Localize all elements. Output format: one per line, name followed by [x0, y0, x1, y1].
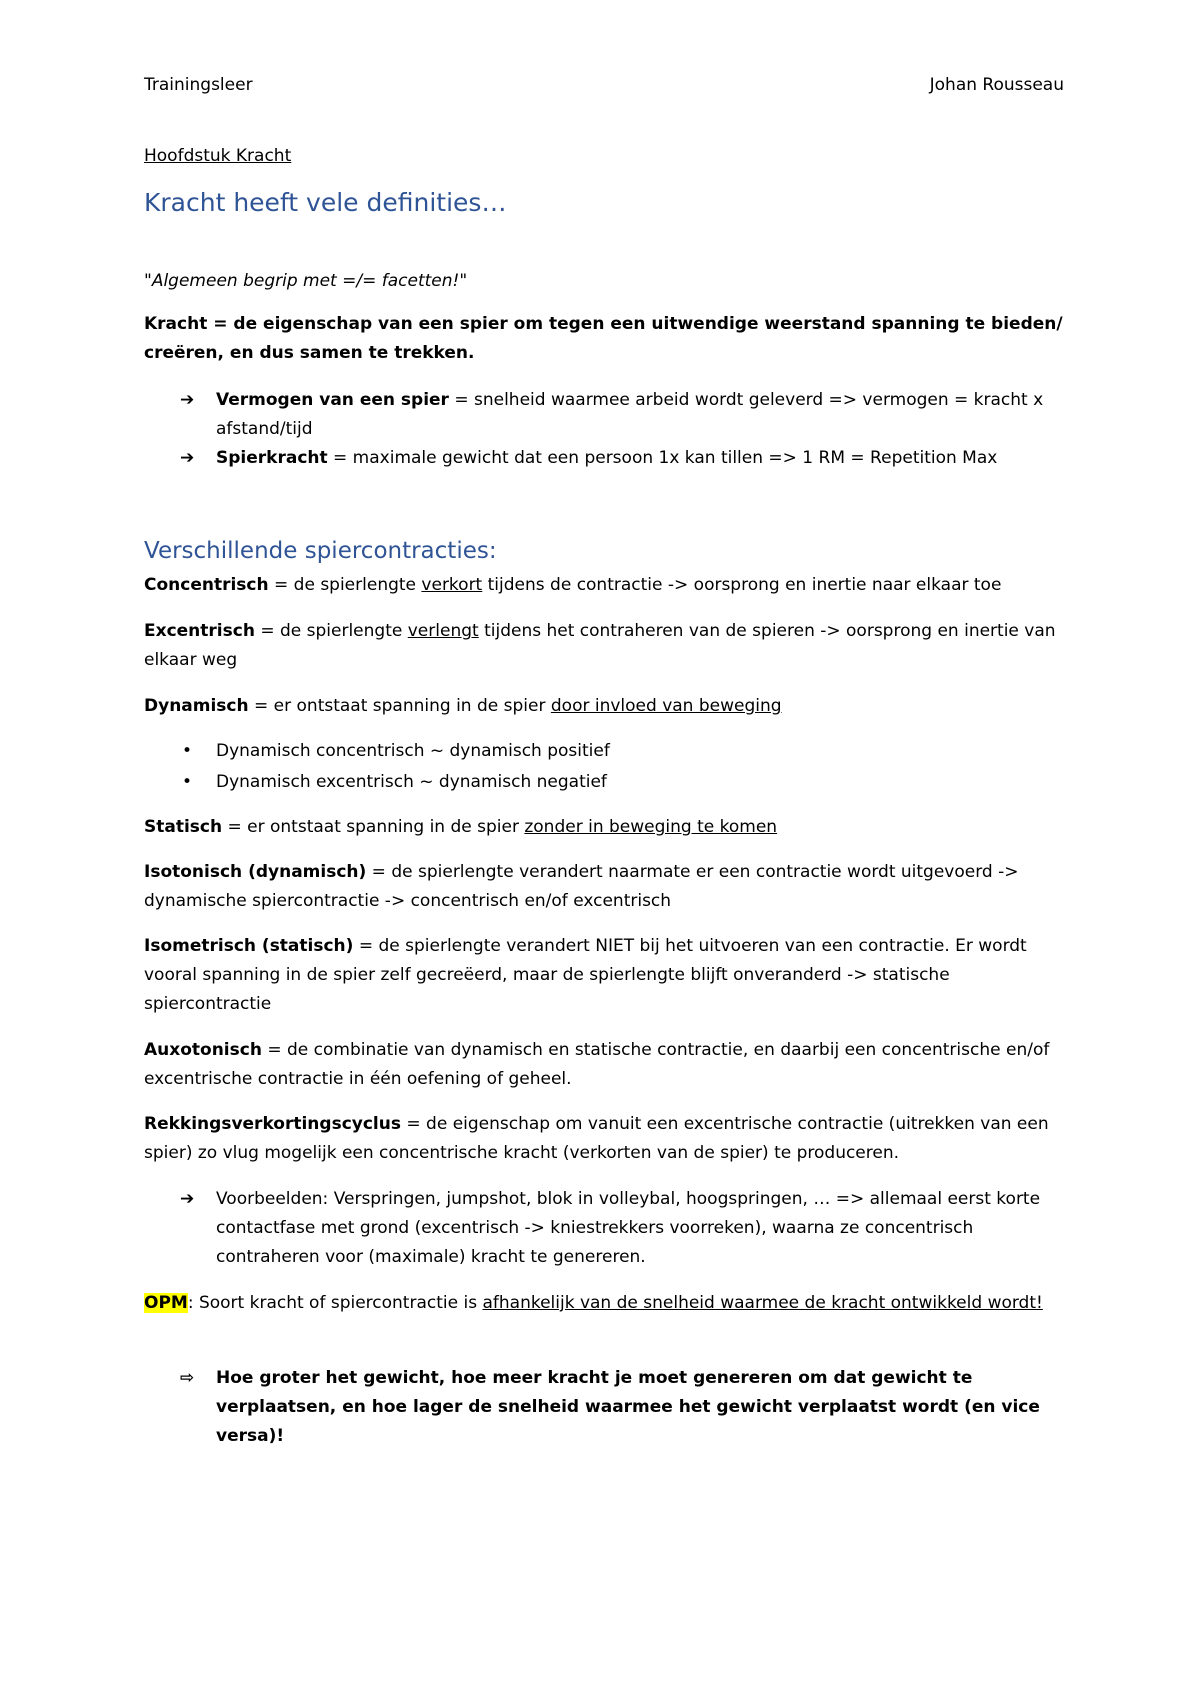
term: Dynamisch: [144, 696, 249, 716]
bullet-icon: •: [182, 772, 193, 792]
term: Statisch: [144, 817, 223, 837]
term: Vermogen van een spier: [216, 390, 449, 410]
description: = maximale gewicht dat een persoon 1x kan tillen => 1 RM = Repetition Max: [327, 448, 998, 468]
paragraph-excentrisch: [144, 617, 1064, 675]
text: = de spierlengte verandert naarmate er een contractie wordt uitgevoerd -> dynamische spiercontractie -> concentrisch en/of excentrisch: [144, 862, 1019, 911]
text: tijdens de contractie -> oorsprong en inertie naar elkaar toe: [482, 575, 1002, 595]
paragraph-dynamisch: [144, 692, 1064, 721]
paragraph-isotonisch: [144, 858, 1064, 916]
term: Isotonisch (dynamisch): [144, 862, 367, 882]
highlight-label: OPM: [144, 1293, 188, 1313]
bullet-text: Dynamisch concentrisch ~ dynamisch positief: [216, 741, 610, 761]
bullet-text: Dynamisch excentrisch ~ dynamisch negatief: [216, 772, 607, 792]
conclusion: [180, 1364, 1064, 1451]
list-item-spierkracht: [180, 444, 1064, 473]
quote: "Algemeen begrip met =/= facetten!": [144, 271, 468, 291]
underlined-text: zonder in beweging te komen: [524, 817, 778, 837]
arrow-right-icon: ➔: [180, 1189, 195, 1209]
arrow-right-icon: ➔: [180, 448, 195, 468]
term: Concentrisch: [144, 575, 269, 595]
term: Excentrisch: [144, 621, 255, 641]
text: = de spierlengte verandert NIET bij het uitvoeren van een contractie. Er wordt vooral spanning in de spier zelf gecreëerd, maar de spierlengte blijft onveranderd -> statische spiercontractie: [144, 936, 1027, 1014]
list-item-voorbeelden: [180, 1185, 1064, 1272]
page-header: [144, 75, 1064, 99]
term: Isometrisch (statisch): [144, 936, 354, 956]
text: : Soort kracht of spiercontractie is: [187, 1293, 483, 1313]
header-author: Johan Rousseau: [929, 75, 1064, 95]
list-item: [180, 768, 1064, 797]
text: = de eigenschap om vanuit een excentrische contractie (uitrekken van een spier) zo vlug mogelijk een concentrische kracht (verkorten van de spier) te produceren.: [144, 1114, 1049, 1163]
term: Rekkingsverkortingscyclus: [144, 1114, 401, 1134]
arrow-right-icon: ➔: [180, 390, 195, 410]
underlined-text: afhankelijk van de snelheid waarmee de kracht ontwikkeld wordt!: [482, 1293, 1043, 1313]
paragraph-concentrisch: [144, 571, 1064, 600]
underlined-text: door invloed van beweging: [550, 696, 782, 716]
term: Spierkracht: [216, 448, 328, 468]
definition-text: Kracht = de eigenschap van een spier om tegen een uitwendige weerstand spanning te bieden/ creëren, en dus samen te trekken.: [144, 314, 1063, 363]
examples-text: Voorbeelden: Verspringen, jumpshot, blok in volleybal, hoogspringen, … => allemaal eerst korte contactfase met grond (excentrisch -> kniestrekkers voorreken), waarna ze concentrisch contraheren voor (maximale) kracht te genereren.: [216, 1189, 1041, 1267]
list-item: [180, 737, 1064, 766]
chapter-title: Hoofdstuk Kracht: [144, 146, 292, 166]
underlined-text: verkort: [421, 575, 483, 595]
description: = snelheid waarmee arbeid wordt geleverd => vermogen = kracht x afstand/tijd: [216, 390, 1044, 439]
header-course: Trainingsleer: [144, 75, 253, 95]
text: = de spierlengte: [254, 621, 408, 641]
paragraph-opm: [144, 1289, 1064, 1318]
bullet-icon: •: [182, 741, 193, 761]
open-arrow-icon: ⇨: [180, 1368, 195, 1388]
page-title: Kracht heeft vele definities…: [144, 188, 507, 217]
section-title: Verschillende spiercontracties:: [144, 538, 497, 564]
definition-kracht: [144, 310, 1064, 368]
paragraph-rekkingsverkortingscyclus: [144, 1110, 1064, 1168]
list-item-vermogen: [180, 386, 1064, 444]
text: = de combinatie van dynamisch en statische contractie, en daarbij een concentrische en/of excentrische contractie in één oefening of geheel.: [144, 1040, 1050, 1089]
paragraph-auxotonisch: [144, 1036, 1064, 1094]
conclusion-text: Hoe groter het gewicht, hoe meer kracht je moet genereren om dat gewicht te verplaatsen, en hoe lager de snelheid waarmee het gewicht verplaatst wordt (en vice versa)!: [216, 1368, 1040, 1446]
underlined-text: verlengt: [407, 621, 479, 641]
text: = de spierlengte: [268, 575, 422, 595]
paragraph-isometrisch: [144, 932, 1064, 1019]
text: = er ontstaat spanning in de spier: [222, 817, 525, 837]
term: Auxotonisch: [144, 1040, 262, 1060]
text: tijdens het contraheren van de spieren -> oorsprong en inertie van elkaar weg: [144, 621, 1056, 670]
paragraph-statisch: [144, 813, 1064, 842]
text: = er ontstaat spanning in de spier: [248, 696, 551, 716]
